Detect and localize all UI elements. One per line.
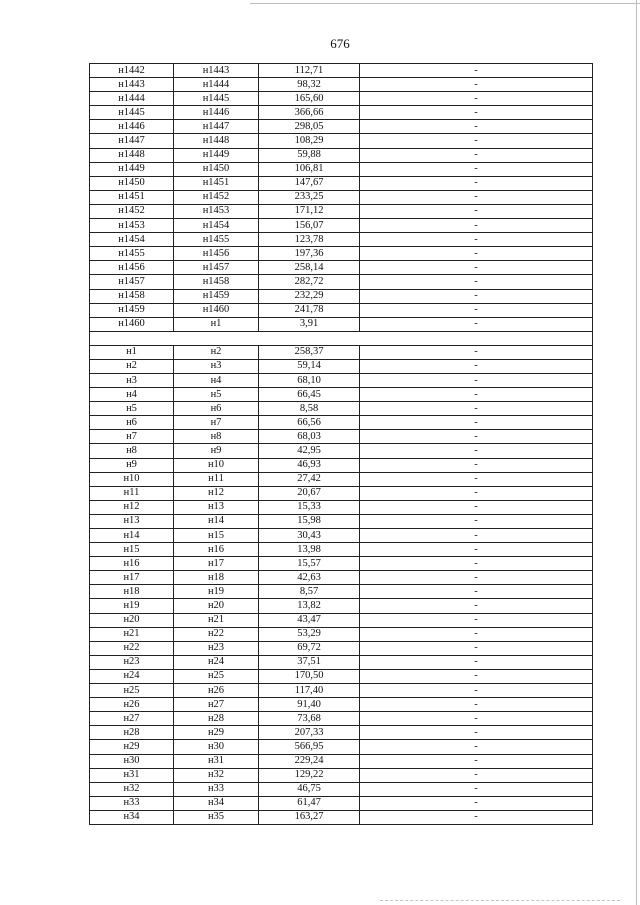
note-cell: - [360,472,593,486]
from-point-cell: н1455 [90,247,174,261]
length-cell: 566,95 [259,740,360,754]
table-row [90,472,593,486]
to-point-cell: н23 [174,641,259,655]
length-cell: 197,36 [259,247,360,261]
table-row [90,148,593,162]
note-cell: - [360,64,593,78]
table-row [90,529,593,543]
length-cell: 61,47 [259,796,360,810]
length-cell: 66,45 [259,388,360,402]
table-row [90,669,593,683]
to-point-cell: н1459 [174,289,259,303]
to-point-cell: н1446 [174,106,259,120]
table-row [90,458,593,472]
from-point-cell: н1442 [90,64,174,78]
note-cell: - [360,543,593,557]
length-cell: 232,29 [259,289,360,303]
note-cell: - [360,712,593,726]
table-row [90,106,593,120]
length-cell: 42,63 [259,571,360,585]
table-row [90,402,593,416]
to-point-cell: н22 [174,627,259,641]
length-cell: 15,57 [259,557,360,571]
length-cell: 42,95 [259,444,360,458]
length-cell: 117,40 [259,684,360,698]
from-point-cell: н33 [90,796,174,810]
length-cell: 165,60 [259,92,360,106]
length-cell: 20,67 [259,486,360,500]
table-row [90,233,593,247]
to-point-cell: н1447 [174,120,259,134]
from-point-cell: н2 [90,359,174,373]
to-point-cell: н33 [174,782,259,796]
note-cell: - [360,768,593,782]
table-row [90,444,593,458]
from-point-cell: н23 [90,655,174,669]
to-point-cell: н26 [174,684,259,698]
note-cell: - [360,557,593,571]
table-row [90,78,593,92]
from-point-cell: н4 [90,388,174,402]
length-cell: 258,14 [259,261,360,275]
from-point-cell: н22 [90,641,174,655]
from-point-cell: н15 [90,543,174,557]
from-point-cell: н13 [90,514,174,528]
to-point-cell: н1448 [174,134,259,148]
note-cell: - [360,698,593,712]
length-cell: 170,50 [259,669,360,683]
to-point-cell: н1443 [174,64,259,78]
from-point-cell: н20 [90,613,174,627]
note-cell: - [360,345,593,359]
to-point-cell: н1445 [174,92,259,106]
length-cell: 59,14 [259,359,360,373]
from-point-cell: н1447 [90,134,174,148]
to-point-cell: н21 [174,613,259,627]
table-row [90,486,593,500]
note-cell: - [360,458,593,472]
from-point-cell: н24 [90,669,174,683]
note-cell: - [360,388,593,402]
to-point-cell: н9 [174,444,259,458]
note-cell: - [360,529,593,543]
table-row [90,120,593,134]
note-cell: - [360,416,593,430]
table-row [90,571,593,585]
to-point-cell: н5 [174,388,259,402]
length-cell: 46,75 [259,782,360,796]
to-point-cell: н1456 [174,247,259,261]
from-point-cell: н1454 [90,233,174,247]
to-point-cell: н31 [174,754,259,768]
from-point-cell: н1 [90,345,174,359]
length-cell: 258,37 [259,345,360,359]
scan-edge-top [250,3,640,4]
table-row [90,768,593,782]
to-point-cell: н1451 [174,176,259,190]
scan-edge-right [636,0,637,905]
length-cell: 229,24 [259,754,360,768]
length-cell: 43,47 [259,613,360,627]
table-row [90,303,593,317]
table-row [90,416,593,430]
table-row [90,599,593,613]
length-cell: 163,27 [259,810,360,824]
from-point-cell: н1452 [90,204,174,218]
note-cell: - [360,571,593,585]
table-row [90,740,593,754]
note-cell: - [360,740,593,754]
length-cell: 123,78 [259,233,360,247]
table-row [90,247,593,261]
note-cell: - [360,486,593,500]
length-cell: 8,58 [259,402,360,416]
from-point-cell: н1444 [90,92,174,106]
to-point-cell: н1460 [174,303,259,317]
note-cell: - [360,599,593,613]
to-point-cell: н34 [174,796,259,810]
note-cell: - [360,430,593,444]
from-point-cell: н30 [90,754,174,768]
table-row [90,754,593,768]
length-cell: 98,32 [259,78,360,92]
length-cell: 8,57 [259,585,360,599]
table-row [90,430,593,444]
note-cell: - [360,613,593,627]
from-point-cell: н1449 [90,162,174,176]
from-point-cell: н21 [90,627,174,641]
length-cell: 147,67 [259,176,360,190]
table-row [90,289,593,303]
table-row [90,190,593,204]
to-point-cell: н1449 [174,148,259,162]
from-point-cell: н1445 [90,106,174,120]
to-point-cell: н18 [174,571,259,585]
to-point-cell: н1455 [174,233,259,247]
from-point-cell: н1446 [90,120,174,134]
table-row [90,317,593,331]
length-cell: 3,91 [259,317,360,331]
length-cell: 46,93 [259,458,360,472]
to-point-cell: н10 [174,458,259,472]
table-row [90,176,593,190]
from-point-cell: н5 [90,402,174,416]
table-row [90,684,593,698]
to-point-cell: н4 [174,373,259,387]
length-cell: 59,88 [259,148,360,162]
length-cell: 298,05 [259,120,360,134]
to-point-cell: н7 [174,416,259,430]
length-cell: 53,29 [259,627,360,641]
table-row [90,64,593,78]
from-point-cell: н29 [90,740,174,754]
note-cell: - [360,669,593,683]
note-cell: - [360,585,593,599]
length-cell: 69,72 [259,641,360,655]
to-point-cell: н11 [174,472,259,486]
table-row [90,796,593,810]
table-row [90,204,593,218]
table-row [90,134,593,148]
to-point-cell: н1453 [174,204,259,218]
table-row [90,641,593,655]
to-point-cell: н20 [174,599,259,613]
to-point-cell: н16 [174,543,259,557]
table-row [90,261,593,275]
note-cell: - [360,120,593,134]
note-cell: - [360,303,593,317]
to-point-cell: н13 [174,500,259,514]
length-cell: 68,10 [259,373,360,387]
note-cell: - [360,782,593,796]
from-point-cell: н11 [90,486,174,500]
note-cell: - [360,810,593,824]
note-cell: - [360,106,593,120]
to-point-cell: н1458 [174,275,259,289]
table-row [90,500,593,514]
table-row [90,543,593,557]
from-point-cell: н7 [90,430,174,444]
from-point-cell: н14 [90,529,174,543]
note-cell: - [360,317,593,331]
note-cell: - [360,359,593,373]
note-cell: - [360,514,593,528]
from-point-cell: н1456 [90,261,174,275]
note-cell: - [360,402,593,416]
note-cell: - [360,796,593,810]
page-number: 676 [330,36,350,51]
to-point-cell: н30 [174,740,259,754]
length-cell: 66,56 [259,416,360,430]
boundary-segments-table [89,63,593,825]
table-row [90,698,593,712]
from-point-cell: н1458 [90,289,174,303]
table-row [90,359,593,373]
from-point-cell: н17 [90,571,174,585]
length-cell: 73,68 [259,712,360,726]
note-cell: - [360,247,593,261]
from-point-cell: н34 [90,810,174,824]
to-point-cell: н25 [174,669,259,683]
note-cell: - [360,233,593,247]
from-point-cell: н10 [90,472,174,486]
note-cell: - [360,275,593,289]
note-cell: - [360,726,593,740]
length-cell: 106,81 [259,162,360,176]
to-point-cell: н1452 [174,190,259,204]
note-cell: - [360,641,593,655]
length-cell: 129,22 [259,768,360,782]
table-row [90,726,593,740]
note-cell: - [360,655,593,669]
length-cell: 15,98 [259,514,360,528]
length-cell: 13,98 [259,543,360,557]
length-cell: 171,12 [259,204,360,218]
table-row [90,219,593,233]
to-point-cell: н1 [174,317,259,331]
note-cell: - [360,500,593,514]
table-row [90,782,593,796]
to-point-cell: н17 [174,557,259,571]
from-point-cell: н28 [90,726,174,740]
table-row [90,162,593,176]
note-cell: - [360,92,593,106]
note-cell: - [360,444,593,458]
to-point-cell: н1457 [174,261,259,275]
to-point-cell: н1454 [174,219,259,233]
to-point-cell: н14 [174,514,259,528]
from-point-cell: н9 [90,458,174,472]
note-cell: - [360,204,593,218]
from-point-cell: н1460 [90,317,174,331]
note-cell: - [360,684,593,698]
note-cell: - [360,162,593,176]
note-cell: - [360,148,593,162]
table-row [90,627,593,641]
from-point-cell: н25 [90,684,174,698]
from-point-cell: н1457 [90,275,174,289]
to-point-cell: н27 [174,698,259,712]
length-cell: 13,82 [259,599,360,613]
length-cell: 15,33 [259,500,360,514]
table-row [90,712,593,726]
note-cell: - [360,134,593,148]
length-cell: 366,66 [259,106,360,120]
length-cell: 68,03 [259,430,360,444]
table-row [90,275,593,289]
table-row [90,92,593,106]
from-point-cell: н16 [90,557,174,571]
from-point-cell: н31 [90,768,174,782]
note-cell: - [360,190,593,204]
table-row [90,613,593,627]
length-cell: 156,07 [259,219,360,233]
to-point-cell: н29 [174,726,259,740]
note-cell: - [360,176,593,190]
to-point-cell: н1450 [174,162,259,176]
from-point-cell: н12 [90,500,174,514]
from-point-cell: н1453 [90,219,174,233]
from-point-cell: н6 [90,416,174,430]
from-point-cell: н1459 [90,303,174,317]
to-point-cell: н35 [174,810,259,824]
note-cell: - [360,627,593,641]
length-cell: 207,33 [259,726,360,740]
to-point-cell: н28 [174,712,259,726]
from-point-cell: н1450 [90,176,174,190]
length-cell: 37,51 [259,655,360,669]
length-cell: 241,78 [259,303,360,317]
to-point-cell: н8 [174,430,259,444]
table-row [90,585,593,599]
table-row [90,810,593,824]
to-point-cell: н12 [174,486,259,500]
to-point-cell: н6 [174,402,259,416]
from-point-cell: н19 [90,599,174,613]
to-point-cell: н2 [174,345,259,359]
table-row [90,514,593,528]
table-row [90,388,593,402]
length-cell: 112,71 [259,64,360,78]
length-cell: 30,43 [259,529,360,543]
length-cell: 108,29 [259,134,360,148]
group-separator-row [90,331,593,345]
from-point-cell: н8 [90,444,174,458]
from-point-cell: н1451 [90,190,174,204]
from-point-cell: н3 [90,373,174,387]
from-point-cell: н1443 [90,78,174,92]
to-point-cell: н15 [174,529,259,543]
table-row [90,557,593,571]
table-row [90,345,593,359]
to-point-cell: н3 [174,359,259,373]
note-cell: - [360,373,593,387]
note-cell: - [360,261,593,275]
length-cell: 233,25 [259,190,360,204]
to-point-cell: н32 [174,768,259,782]
table-body [90,64,593,825]
length-cell: 91,40 [259,698,360,712]
note-cell: - [360,219,593,233]
group-separator-cell [90,331,593,345]
length-cell: 282,72 [259,275,360,289]
note-cell: - [360,289,593,303]
to-point-cell: н19 [174,585,259,599]
to-point-cell: н24 [174,655,259,669]
note-cell: - [360,754,593,768]
scan-edge-bottom [380,900,620,901]
to-point-cell: н1444 [174,78,259,92]
table-row [90,655,593,669]
from-point-cell: н26 [90,698,174,712]
from-point-cell: н32 [90,782,174,796]
from-point-cell: н1448 [90,148,174,162]
note-cell: - [360,78,593,92]
table-row [90,373,593,387]
from-point-cell: н18 [90,585,174,599]
length-cell: 27,42 [259,472,360,486]
from-point-cell: н27 [90,712,174,726]
